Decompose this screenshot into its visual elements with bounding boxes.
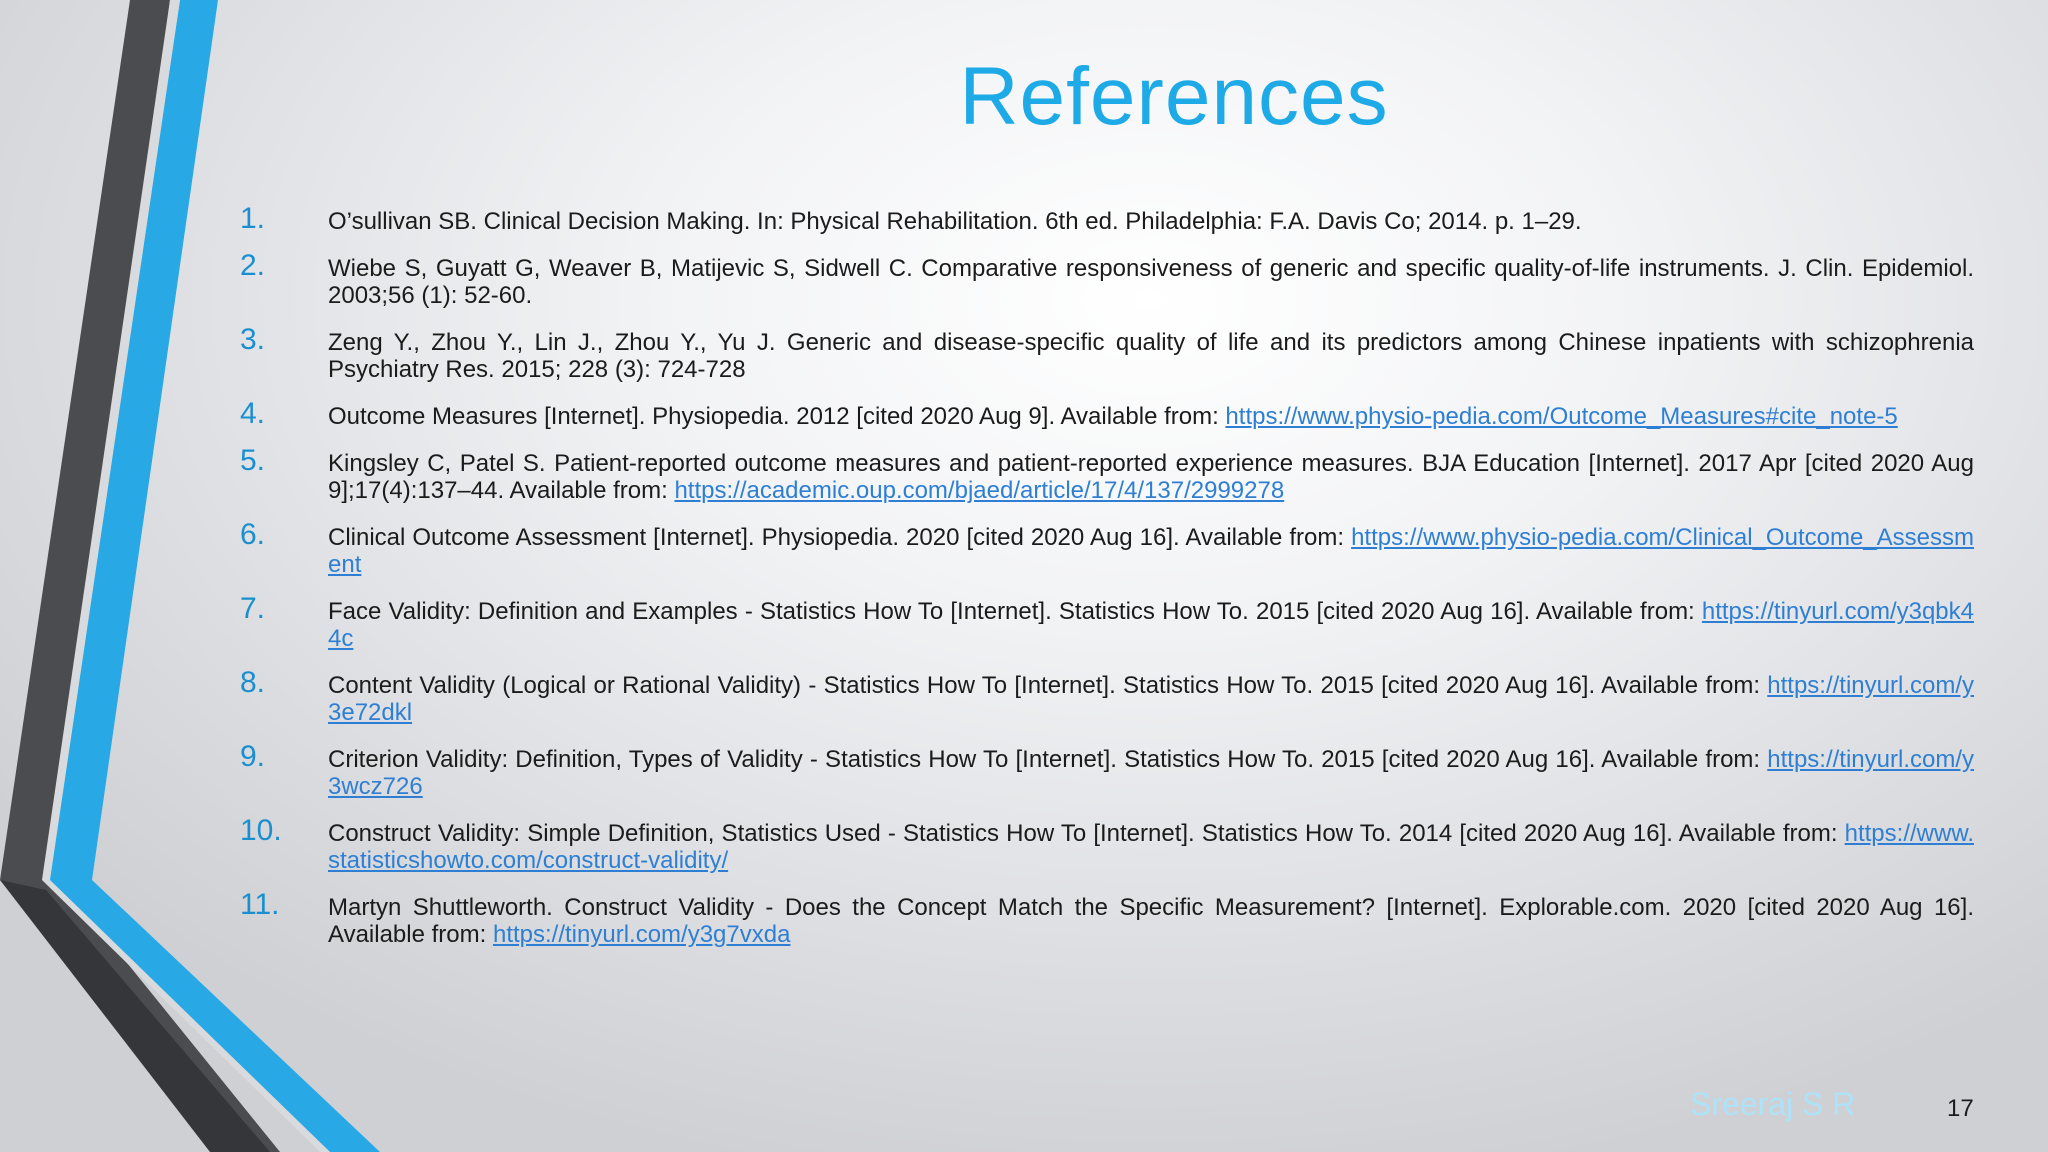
- reference-number: 8.: [240, 666, 266, 699]
- reference-citation: Outcome Measures [Internet]. Physiopedia. 2012 [cited 2020 Aug 9]. Available from:: [328, 403, 1226, 430]
- reference-item: [240, 740, 1974, 800]
- reference-link[interactable]: https://academic.oup.com/bjaed/article/17/4/137/2999278: [674, 477, 1285, 504]
- reference-text: [328, 524, 1974, 578]
- reference-number: 6.: [240, 518, 266, 551]
- reference-text: [328, 672, 1974, 726]
- reference-item: [240, 249, 1974, 309]
- reference-link[interactable]: https://www.physio-pedia.com/Clinical_Outcome_Assessment: [328, 524, 1974, 578]
- reference-citation: Content Validity (Logical or Rational Validity) - Statistics How To [Internet]. Statistics How To. 2015 [cited 2020 Aug 16]. Available from:: [328, 672, 1768, 699]
- reference-item: [240, 888, 1974, 948]
- reference-number: 1.: [240, 202, 266, 235]
- reference-item: [240, 592, 1974, 652]
- reference-number: 9.: [240, 740, 266, 773]
- reference-text: [328, 598, 1974, 652]
- reference-item: [240, 444, 1974, 504]
- reference-number: 5.: [240, 444, 266, 477]
- reference-link[interactable]: https://tinyurl.com/y3g7vxda: [492, 921, 791, 948]
- dark-gray-stripe: [0, 0, 280, 1152]
- reference-citation: Zeng Y., Zhou Y., Lin J., Zhou Y., Yu J. Generic and disease-specific quality of life and its predictors among Chinese inpatients with schizophrenia Psychiatry Res. 2015; 228 (3): 724-728: [328, 329, 1974, 383]
- reference-citation: Kingsley C, Patel S. Patient-reported outcome measures and patient-reported experience measures. BJA Education [Internet]. 2017 Apr [cited 2020 Aug 9];17(4):137–44. Available from:: [328, 450, 1974, 504]
- reference-item: [240, 814, 1974, 874]
- author-watermark: Sreeraj S R: [1690, 1086, 1856, 1122]
- reference-item: [240, 397, 1974, 430]
- reference-link[interactable]: https://tinyurl.com/y3wcz726: [328, 746, 1974, 800]
- reference-number: 7.: [240, 592, 266, 625]
- reference-item: [240, 323, 1974, 383]
- reference-link[interactable]: https://www.physio-pedia.com/Outcome_Measures#cite_note-5: [1225, 403, 1898, 430]
- reference-text: [328, 403, 1974, 430]
- reference-citation: Face Validity: Definition and Examples - Statistics How To [Internet]. Statistics How To. 2015 [cited 2020 Aug 16]. Available from:: [328, 598, 1702, 625]
- reference-number: 3.: [240, 323, 266, 356]
- reference-text: [328, 820, 1974, 874]
- reference-text: [328, 208, 1974, 235]
- reference-link[interactable]: https://tinyurl.com/y3e72dkl: [328, 672, 1974, 726]
- reference-item: [240, 666, 1974, 726]
- reference-number: 2.: [240, 249, 266, 282]
- reference-citation: Construct Validity: Simple Definition, Statistics Used - Statistics How To [Internet]. Statistics How To. 2014 [cited 2020 Aug 16]. Available from:: [328, 820, 1845, 847]
- reference-number: 4.: [240, 397, 266, 430]
- reference-text: [328, 894, 1974, 948]
- page-number: 17: [1947, 1095, 1974, 1122]
- reference-text: [328, 450, 1974, 504]
- reference-number: 10.: [240, 814, 282, 847]
- reference-citation: Clinical Outcome Assessment [Internet]. Physiopedia. 2020 [cited 2020 Aug 16]. Available from:: [328, 524, 1352, 551]
- reference-citation: Criterion Validity: Definition, Types of Validity - Statistics How To [Internet]. Statistics How To. 2015 [cited 2020 Aug 16]. Available from:: [328, 746, 1768, 773]
- reference-link[interactable]: https://tinyurl.com/y3qbk44c: [328, 598, 1974, 652]
- reference-text: [328, 255, 1974, 309]
- reference-item: [240, 202, 1974, 235]
- reference-number: 11.: [240, 888, 280, 921]
- reference-text: [328, 746, 1974, 800]
- reference-citation: Martyn Shuttleworth. Construct Validity - Does the Concept Match the Specific Measurement? [Internet]. Explorable.com. 2020 [cited 2020 Aug 16]. Available from:: [328, 894, 1974, 948]
- reference-citation: Wiebe S, Guyatt G, Weaver B, Matijevic S, Sidwell C. Comparative responsiveness of generic and specific quality-of-life instruments. J. Clin. Epidemiol. 2003;56 (1): 52-60.: [328, 255, 1974, 309]
- reference-link[interactable]: https://www.statisticshowto.com/construct-validity/: [328, 820, 1974, 874]
- reference-citation: O’sullivan SB. Clinical Decision Making. In: Physical Rehabilitation. 6th ed. Philadelphia: F.A. Davis Co; 2014. p. 1–29.: [328, 208, 1582, 235]
- reference-text: [328, 329, 1974, 383]
- reference-list: [240, 202, 1974, 968]
- reference-item: [240, 518, 1974, 578]
- slide-title: References: [959, 51, 1389, 142]
